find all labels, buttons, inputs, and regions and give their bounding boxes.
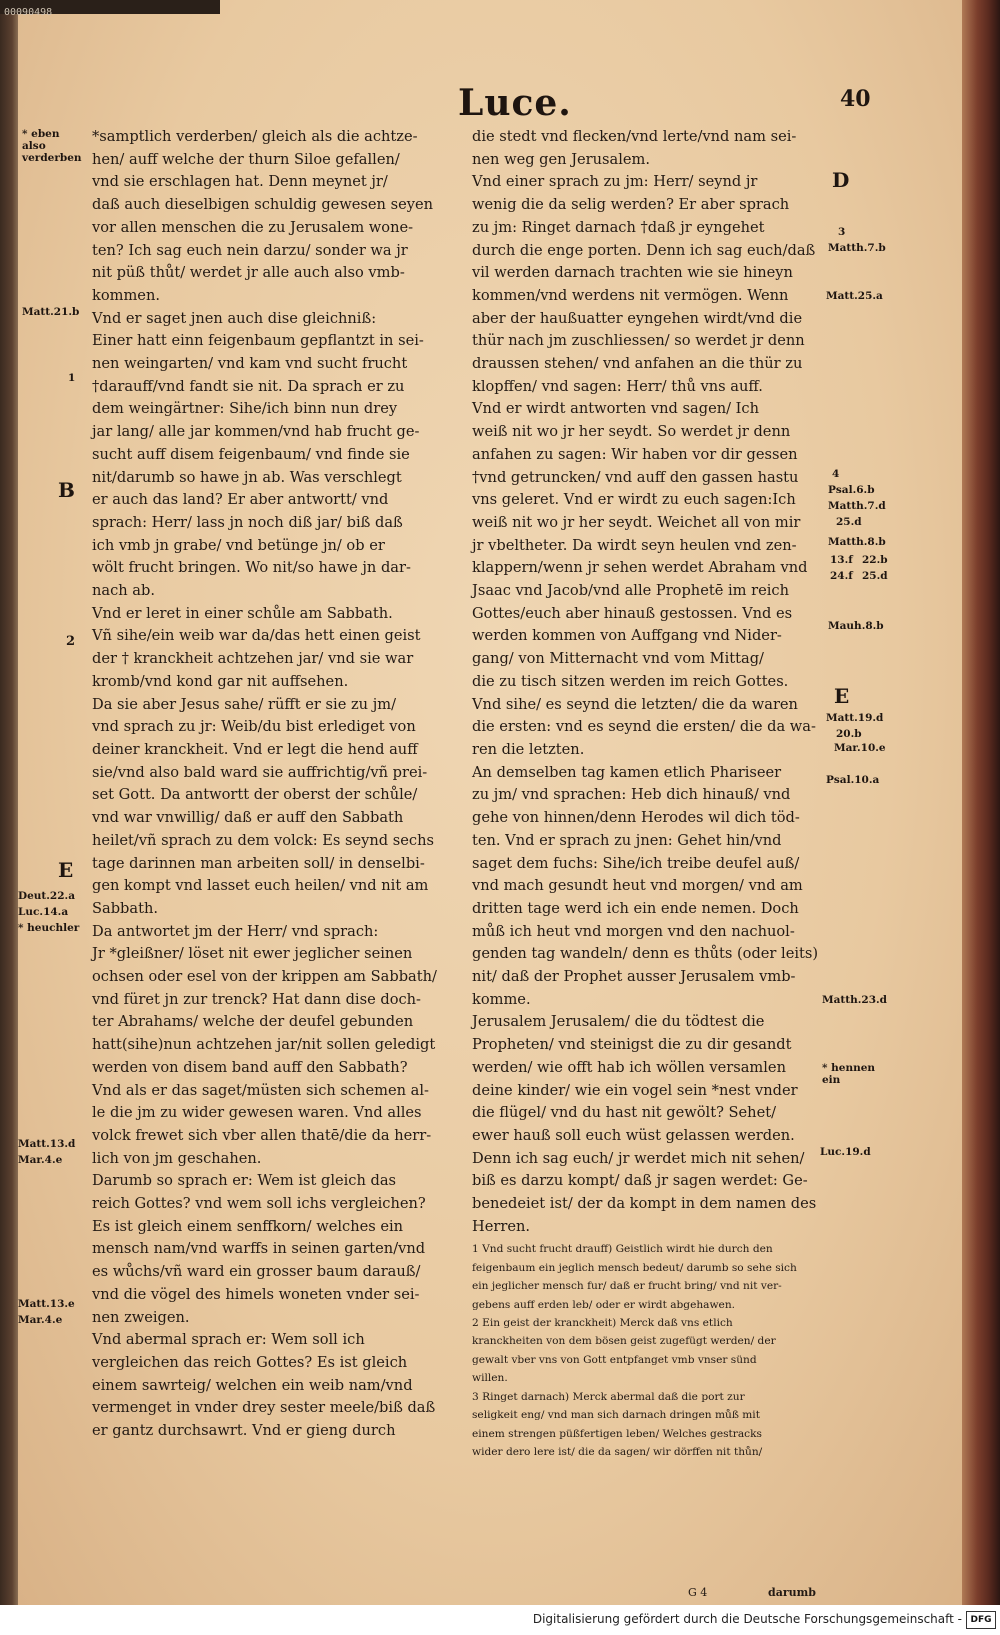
text-line: daß auch dieselbigen schuldig gewesen seyen	[92, 196, 434, 214]
margin-note: Matt.13.e	[18, 1298, 75, 1310]
text-line: die stedt vnd flecken/vnd lerte/vnd nam sei-	[472, 128, 797, 145]
text-line: ter Abrahams/ welche der deufel gebunden	[92, 1013, 414, 1031]
text-line: weiß nit wo jr her seydt. Weichet all von mir	[472, 513, 801, 531]
text-line: nit/darumb so hawe jn ab. Was verschlegt	[92, 468, 402, 486]
text-line: volck frewet sich vber allen thatē/die da herr-	[92, 1126, 432, 1144]
footnote-line: gebens auff erden leb/ oder er wirdt abgehawen.	[472, 1298, 736, 1311]
text-line: wenig die da selig werden? Er aber sprach	[472, 196, 790, 214]
text-line: nen weg gen Jerusalem.	[472, 150, 651, 168]
text-line: Jsaac vnd Jacob/vnd alle Prophetē im reich	[472, 582, 789, 600]
text-line: saget dem fuchs: Sihe/ich treibe deufel auß/	[472, 854, 800, 872]
margin-note: Matth.7.d	[828, 500, 886, 512]
text-line: einem sawrteig/ welchen ein weib nam/vnd	[92, 1376, 413, 1394]
margin-note: Luc.19.d	[820, 1146, 871, 1158]
signature-mark: G 4	[688, 1586, 708, 1599]
margin-note: Matt.19.d	[826, 712, 884, 724]
text-line: ich vmb jn grabe/ vnd betünge jn/ ob er	[92, 536, 385, 554]
footer-credit: Digitalisierung gefördert durch die Deutsche Forschungsgemeinschaft -	[532, 1612, 962, 1626]
text-line: zu jm: Ringet darnach †daß jr eyngehet	[472, 218, 765, 236]
margin-note: 13.f	[830, 554, 853, 566]
text-line: aber der haußuatter eyngehen wirdt/vnd die	[472, 309, 803, 327]
text-line: Sabbath.	[92, 899, 158, 917]
text-line: zu jm/ vnd sprachen: Heb dich hinauß/ vnd	[472, 786, 791, 804]
text-line: thür nach jm zuschliessen/ so werdet jr denn	[472, 332, 805, 350]
text-line: vnd füret jn zur trenck? Hat dann dise doch-	[92, 990, 421, 1008]
page-title: Luce.	[458, 82, 572, 124]
footnote-line: 2 Ein geist der kranckheit) Merck daß vns etlich	[472, 1317, 733, 1330]
text-line: vns geleret. Vnd er wirdt zu euch sagen:Ich	[472, 491, 796, 509]
text-line: sie/vnd also bald ward sie auffrichtig/vñ prei-	[92, 763, 428, 781]
right-column	[472, 126, 822, 1461]
footnote-line: ein jeglicher mensch fur/ daß er frucht bring/ vnd nit ver-	[472, 1280, 782, 1293]
text-line: ren die letzten.	[472, 740, 585, 758]
margin-note: 22.b	[862, 554, 888, 566]
text-line: die ersten: vnd es seynd die ersten/ die da wa-	[472, 718, 816, 736]
text-line: Vñ sihe/ein weib war da/das hett einen geist	[92, 627, 421, 645]
text-line: lich von jm geschahen.	[92, 1149, 262, 1167]
text-line: nit püß thůt/ werdet jr alle auch also vmb-	[92, 264, 405, 282]
text-line: werden von disem band auff den Sabbath?	[92, 1058, 408, 1076]
margin-note: 25.d	[862, 570, 888, 582]
footnote-line: feigenbaum ein jeglich mensch bedeut/ darumb so sehe sich	[472, 1261, 797, 1274]
margin-note: * eben also verderben	[22, 128, 82, 164]
text-line: vnd sie erschlagen hat. Denn meynet jr/	[92, 173, 388, 191]
text-line: sprach: Herr/ lass jn noch diß jar/ biß daß	[92, 513, 403, 531]
margin-note: Psal.6.b	[828, 484, 875, 496]
footnote-line: seligkeit eng/ vnd man sich darnach dringen můß mit	[472, 1409, 760, 1422]
text-line: nit/ daß der Prophet ausser Jerusalem vmb-	[472, 968, 796, 986]
text-line: gen kompt vnd lasset euch heilen/ vnd nit am	[92, 877, 429, 895]
text-line: Darumb so sprach er: Wem ist gleich das	[92, 1172, 397, 1190]
margin-note: Mar.10.e	[834, 742, 886, 754]
text-line: Vnd er wirdt antworten vnd sagen/ Ich	[472, 400, 759, 418]
text-line: die zu tisch sitzen werden im reich Gottes.	[472, 672, 789, 690]
text-line: ochsen oder esel von der krippen am Sabbath/	[92, 968, 437, 986]
text-line: vergleichen das reich Gottes? Es ist gleich	[92, 1353, 408, 1371]
margin-note: 2	[66, 634, 76, 649]
text-line: Denn ich sag euch/ jr werdet mich nit sehen/	[472, 1149, 805, 1167]
text-line: deine kinder/ wie ein vogel sein *nest vnder	[472, 1081, 798, 1099]
text-line: Jerusalem Jerusalem/ die du tödtest die	[472, 1013, 765, 1031]
margin-section-letter: E	[834, 684, 850, 708]
footnote-line: kranckheiten von dem bösen geist zugefügt werden/ der	[472, 1335, 776, 1348]
text-line: gehe von hinnen/denn Herodes wil dich töd-	[472, 809, 800, 827]
margin-note: Matth.7.b	[828, 242, 886, 254]
text-line: werden/ wie offt hab ich wöllen versamlen	[472, 1058, 786, 1076]
margin-section-letter: D	[832, 168, 850, 192]
text-line: klappern/wenn jr sehen werdet Abraham vnd	[472, 559, 808, 577]
book-edge	[962, 0, 1000, 1605]
text-line: An demselben tag kamen etlich Phariseer	[472, 763, 782, 781]
footnote-line: gewalt vber vns von Gott entpfanget vmb vnser sünd	[472, 1353, 757, 1366]
text-line: nen zweigen.	[92, 1308, 190, 1326]
scan-label: 00090498	[4, 7, 53, 18]
text-line: dem weingärtner: Sihe/ich binn nun drey	[92, 400, 398, 418]
text-line: draussen stehen/ vnd anfahen an die thür zu	[472, 355, 803, 373]
text-line: Vnd als er das saget/müsten sich schemen al-	[92, 1081, 429, 1099]
text-line: reich Gottes? vnd wem soll ichs vergleichen?	[92, 1195, 426, 1213]
text-line: gang/ von Mitternacht vnd vom Mittag/	[472, 650, 764, 668]
footnote-line: 1 Vnd sucht frucht drauff) Geistlich wirdt hie durch den	[472, 1243, 773, 1256]
text-line: set Gott. Da antwortt der oberst der schůle/	[92, 786, 418, 804]
text-line: vermenget in vnder drey sester meele/biß daß	[92, 1399, 436, 1417]
text-line: Vnd abermal sprach er: Wem soll ich	[92, 1331, 365, 1349]
text-line: dritten tage werd ich ein ende nemen. Doch	[472, 899, 799, 917]
margin-note: Deut.22.a	[18, 890, 75, 902]
text-line: jr vbeltheter. Da wirdt seyn heulen vnd zen-	[472, 536, 797, 554]
margin-note: 24.f	[830, 570, 853, 582]
running-header	[18, 82, 968, 132]
margin-note: Mar.4.e	[18, 1154, 63, 1166]
margin-section-letter: B	[58, 478, 75, 502]
margin-section-letter: E	[58, 858, 74, 882]
text-line: sucht auff disem feigenbaum/ vnd finde sie	[92, 445, 410, 463]
text-line: nen weingarten/ vnd kam vnd sucht frucht	[92, 355, 408, 373]
text-line: Da sie aber Jesus sahe/ rüfft er sie zu jm/	[92, 695, 396, 713]
text-line: vor allen menschen die zu Jerusalem wone-	[92, 218, 414, 236]
text-line: deiner kranckheit. Vnd er legt die hend auff	[92, 740, 418, 758]
footer-bar	[0, 1605, 1000, 1635]
dfg-logo: DFG	[966, 1611, 996, 1629]
margin-note: 20.b	[836, 728, 862, 740]
footnotes	[472, 1240, 822, 1461]
text-line: biß es darzu kompt/ daß jr sagen werdet: Ge-	[472, 1172, 808, 1190]
text-line: nach ab.	[92, 582, 155, 600]
text-line: benedeiet ist/ der da kompt in dem namen des	[472, 1195, 817, 1213]
text-line: Jr *gleißner/ löset nit ewer jeglicher seinen	[92, 945, 413, 963]
margin-note: Mauh.8.b	[828, 620, 884, 632]
margin-note: Matt.13.d	[18, 1138, 76, 1150]
footnote-line: willen.	[472, 1372, 508, 1385]
text-line: klopffen/ vnd sagen: Herr/ thů vns auff.	[472, 377, 763, 395]
text-line: werden kommen von Auffgang vnd Nider-	[472, 627, 782, 645]
text-line: komme.	[472, 990, 531, 1008]
text-line: vnd sprach zu jr: Weib/du bist erlediget von	[92, 718, 416, 736]
text-line: Herren.	[472, 1217, 530, 1235]
text-line: kommen/vnd werdens nit vermögen. Wenn	[472, 286, 789, 304]
margin-note: 25.d	[836, 516, 862, 528]
text-line: †darauff/vnd fandt sie nit. Da sprach er zu	[92, 377, 405, 395]
margin-note: 4	[832, 468, 840, 480]
scan-label-strip	[0, 0, 220, 18]
text-line: hatt(sihe)nun achtzehen jar/nit sollen geledigt	[92, 1036, 436, 1054]
text-line: kommen.	[92, 286, 160, 304]
text-line: mensch nam/vnd warffs in seinen garten/vnd	[92, 1240, 426, 1258]
footnote-line: wider dero lere ist/ die da sagen/ wir dörffen nit thůn/	[472, 1445, 763, 1458]
text-line: anfahen zu sagen: Wir haben vor dir gessen	[472, 445, 798, 463]
text-line: er auch das land? Er aber antwortt/ vnd	[92, 491, 389, 509]
text-line: Vnd er saget jnen auch dise gleichniß:	[92, 309, 377, 327]
left-column	[92, 126, 444, 1443]
text-line: vnd war vnwillig/ daß er auff den Sabbath	[92, 809, 404, 827]
text-line: die flügel/ vnd du hast nit gewölt? Sehet/	[472, 1104, 776, 1122]
margin-note: Mar.4.e	[18, 1314, 63, 1326]
text-line: es wůchs/vñ ward ein grosser baum darauß/	[92, 1263, 421, 1281]
text-line: ten? Ich sag euch nein darzu/ sonder wa jr	[92, 241, 408, 259]
footnote-line: einem strengen püßfertigen leben/ Welches gestracks	[472, 1427, 762, 1440]
text-line: der † kranckheit achtzehen jar/ vnd sie war	[92, 650, 414, 668]
text-line: Vnd er leret in einer schůle am Sabbath.	[92, 604, 393, 622]
text-line: weiß nit wo jr her seydt. So werdet jr denn	[472, 423, 791, 441]
text-line: můß ich heut vnd morgen vnd den nachuol-	[472, 922, 795, 940]
margin-note: Luc.14.a	[18, 906, 69, 918]
right-column-text	[472, 126, 822, 1238]
left-column-text	[92, 126, 444, 1443]
text-line: Vnd einer sprach zu jm: Herr/ seynd jr	[472, 173, 758, 191]
margin-note: 3	[838, 226, 846, 238]
text-line: er gantz durchsawrt. Vnd er gieng durch	[92, 1422, 396, 1440]
text-line: kromb/vnd kond gar nit auffsehen.	[92, 672, 349, 690]
text-line: vil werden darnach trachten wie sie hineyn	[472, 264, 793, 282]
text-line: Da antwortet jm der Herr/ vnd sprach:	[92, 922, 379, 940]
text-line: tage darinnen man arbeiten soll/ in denselbi-	[92, 854, 425, 872]
text-line: Vnd sihe/ es seynd die letzten/ die da waren	[472, 695, 798, 713]
footnote-line: 3 Ringet darnach) Merck abermal daß die port zur	[472, 1390, 745, 1403]
margin-note: Matth.23.d	[822, 994, 888, 1006]
margin-note: Psal.10.a	[826, 774, 880, 786]
page-number: 40	[840, 86, 871, 112]
margin-note: Matth.8.b	[828, 536, 886, 548]
text-line: le die jm zu wider gewesen waren. Vnd alles	[92, 1104, 422, 1122]
text-line: *samptlich verderben/ gleich als die achtze-	[92, 128, 418, 145]
margin-note: * heuchler	[18, 922, 80, 934]
text-line: ten. Vnd er sprach zu jnen: Gehet hin/vnd	[472, 831, 782, 849]
text-line: genden tag wandeln/ denn es thůts (oder leits)	[472, 945, 819, 963]
text-line: Einer hatt einn feigenbaum gepflantzt in sei-	[92, 332, 424, 350]
text-line: vnd mach gesundt heut vnd morgen/ vnd am	[472, 877, 803, 895]
text-line: hen/ auff welche der thurn Siloe gefallen/	[92, 150, 400, 168]
margin-note: 1	[68, 372, 76, 384]
text-line: Propheten/ vnd steinigst die zu dir gesandt	[472, 1036, 792, 1054]
text-line: vnd die vögel des himels woneten vnder sei-	[92, 1285, 420, 1303]
catchword: darumb	[768, 1586, 816, 1599]
margin-note: Matt.25.a	[826, 290, 883, 302]
text-line: ewer hauß soll euch wüst gelassen werden.	[472, 1126, 795, 1144]
text-line: heilet/vñ sprach zu dem volck: Es seynd sechs	[92, 831, 434, 849]
margin-note: Matt.21.b	[22, 306, 80, 318]
text-line: Es ist gleich einem senffkorn/ welches ein	[92, 1217, 404, 1235]
text-line: durch die enge porten. Denn ich sag euch/daß	[472, 241, 816, 259]
text-line: wölt frucht bringen. Wo nit/so hawe jn dar-	[92, 559, 411, 577]
text-line: Gottes/euch aber hinauß gestossen. Vnd es	[472, 604, 793, 622]
text-line: jar lang/ alle jar kommen/vnd hab frucht ge-	[92, 423, 420, 441]
text-line: †vnd getruncken/ vnd auff den gassen hastu	[472, 468, 799, 486]
margin-note: * hennen ein	[822, 1062, 876, 1086]
